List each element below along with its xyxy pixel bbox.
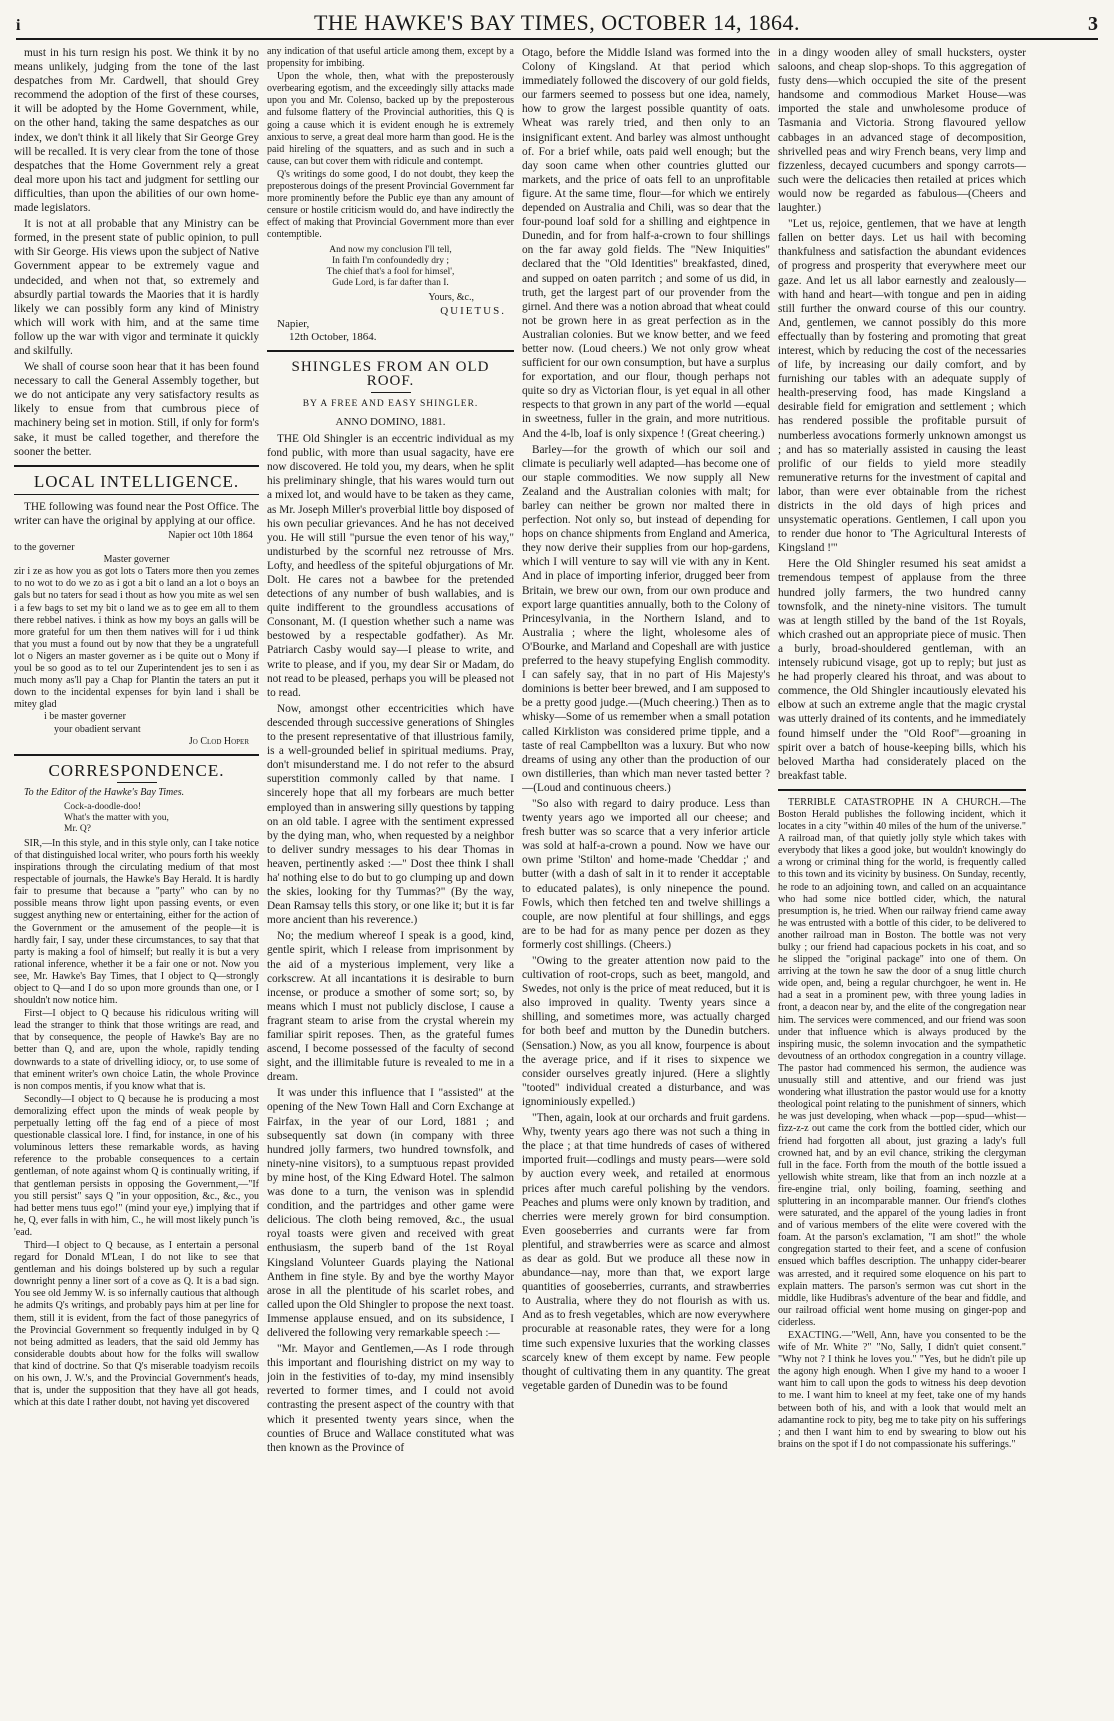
letter-closing: your obadient servant	[54, 723, 141, 735]
shingles-paragraph: "Mr. Mayor and Gentlemen,—As I rode through this important and flourishing district on my way to join in the festivities of to-day, my mind insensibly reverted to former times, and I could not avoid contrasting the present aspect of the country with that which it presented twenty years since, when the counties of Bruce and Wallace constituted what was then known as the Province of	[267, 1343, 514, 1454]
page-number: 3	[1088, 13, 1098, 35]
section-rule	[778, 789, 1026, 791]
correspondence-heading: CORRESPONDENCE.	[48, 760, 225, 780]
shingles-heading: SHINGLES FROM AN OLD ROOF.	[291, 358, 490, 389]
section-rule	[117, 782, 157, 783]
editorial-paragraph: must in his turn resign his post. We think it by no means unlikely, judging from the tone of the last despatches from Mr. Cardwell, that should Grey recommend the adoption of the first of these courses, it will be adopted by the Home Government, while, on the other hand, taking the same despatches as our index, we don't think it all likely that Sir George Grey will be recalled. It is very clear from the tone of those despatches that the Home Government rely a great deal more upon his tact and judgment for settling our difficulties, than upon the abilities of our own home-made legislators.	[14, 47, 259, 215]
columns	[14, 46, 1100, 1711]
letter-signature: QUIETUS.	[440, 304, 506, 317]
shingles-paragraph: Now, amongst other eccentricities which have descended through successive generations of Shingles to the present representative of that illustrious family, is a well-grounded belief in spiritual mediums. Pray, don't misunderstand me. I do not refer to the absurd superstition commonly called by that name. I sincerely hope that all my forbears are much better employed than in answering silly questions by tapping on an old table. I agree with the sentiment expressed by the dying man, who, when requested by a neighbor to deliver sundry messages to his dear Thomas in heaven, pertinently asked :—" Dost thee think I shall ha' nothing else to do but to go clumping up and down the skies, looking for thy Tummas?" (By the way, Dean Ramsay tells this story, or one like it; but it is far more ancient than his reverence.)	[267, 702, 514, 927]
letter-signature: Jo Clod Hoper	[188, 735, 249, 747]
correspondence-paragraph: Q's writings do some good, I do not doubt, they keep the preposterous doings of the present Provincial Government far more prominently before the Public eye than any amount of censure or hostile criticism would do, and have indirectly the effect of making that Provincial Government more than ever contemptible.	[267, 168, 514, 241]
correspondence-paragraph: SIR,—In this style, and in this style only, can I take notice of that distinguished local writer, who pours forth his weekly inspirations through the circulating medium of that most respectable of journals, the Hawke's Bay Herald. It is hardly fair to presume that because a "party" who can by no possible means throw light upon passing events, or even suggest anything new or entertaining, either for the action of the Government or the amusement of the people—it is hardly fair, I say, under these circumstances, to say that that party is making a fool of himself; but really it is but a very rational inference, whether it be a fair one or not. Now you see, Mr. Hawke's Bay Times, that I object to Q—strongly object to Q—and I do so upon more grounds than one, or I shouldn't now notice him.	[14, 837, 259, 1007]
shingles-paragraph: Barley—for the growth of which our soil and climate is peculiarly well adapted—has become one of our staple commodities. We now supply all New Zealand and the Australian colonies with malt; for barley can neither be grown nor malted there in perfection. Not only so, but instead of depending for hops on chance shipments from England and America, they now derive their supplies from our hop-gardens, which I will venture to say will vie with any in Kent. And in place of importing inferior, drugged beer from Britain, we brew our own, from our own produce and export large quantities annually, both to the Colony of Princesylvania, in the Northern Island, and to Australia ; where the light, wholesome ales of O'Bourke, and Marland and Copeshall are with justice preferred to the heavy stupefying English commodity. I can safely say, that in no part of His Majesty's dominions is better beer brewed, and I am supposed to be a pretty good judge.—(Much cheering.) Then as to whisky—Some of us remember when a small potation called Kirkliston was considered prime tipple, and a taste of real Campbellton was a luxury. But who now dreams of using any other than the production of our own distilleries, than which man never tasted better ?—(Loud and continuous cheers.)	[522, 443, 770, 794]
letter-closing: i be master governer	[44, 711, 126, 723]
letter-dateline: Napier oct 10th 1864	[168, 530, 253, 541]
column-1	[14, 46, 259, 1711]
correspondence-paragraph: any indication of that useful article among them, except by a propensity for imbibing.	[267, 46, 514, 70]
column-4	[778, 46, 1026, 1711]
section-rule	[267, 350, 514, 352]
closing-verse: And now my conclusion I'll tell, In faith I'm confoundedly dry ; The chief that's a fool for himsel', Gude Lord, is far dafter than I.	[326, 244, 455, 288]
letter-body: zir i ze as how you as got lots o Taters more then you zemes to no wot to do we zo as i got a bit o land an a lot o boys an gals but no taters for sead i thout as how you mite as wel sen i a few bags to set my bit o land we as to gee em all to them there rebbel natives. i think as how my boys an galls will be more grateful for um then them natives will for i ud think that you must a found out by now that they be a ungratefull lot o Nigers an master governer as i be quite out o Mony if youl be so good as to tel our Zuperintendent jes to sen i as much mony as'll pay a Chap for Plantin the taters an put it down to the incidental expenses for byin land i shall be mitey glad	[14, 566, 259, 711]
news-item-paragraph: TERRIBLE CATASTROPHE IN A CHURCH.—The Boston Herald publishes the following incident, which it locates in a city "within 40 miles of the hum of the universe." A railroad man, of that quietly jolly style which takes with everybody that likes a good joke, but wouldn't knowingly do a wrong or criminal thing for the world, is frequently called to this town and its vicinity by business. On Sunday, recently, he rode to an adjoining town, and called on an acquaintance who had some nice bottled cider, which, the natural presumption is, he tried. When our railway friend came away he was entrusted with a bottle of this cider, to be delivered to another railroad man in Boston. The bottle was not very bulky ; our friend had capacious pockets in his coat, and so he slipped the "original package" into one of them. On arriving at the town he saw the door of a snug little church wide open, and, being a regular churchgoer, he went in. He had a seat in a prominent pew, with three young ladies in front, a deacon near by, and the elite of the congregation near him. The services were commenced, and our friend was soon under that influence which is always produced by the inspiring music, the solemn invocation and the sympathetic devoutness of an orthodox congregation in a country village. The pastor had commenced his sermon, the audience was unusually still and attentive, and our friend was just wondering what illustration the pastor would use for a knotty theological point relating to the punishment of sinners, which he was just developing, when whack —pop—spud—whist—fizz-z-z out came the cork from the bottled cider, which our friend had forgotten all about, just grazing a lady's full crowned hat, and by an evil chance, striking the clergyman full in the face. Forth from the mouth of the bottle issued a yellowish white stream, like that from an inch nozzle at a fire-engine trial, only boiling, foaming, seething and spluttering in an incomparable manner. Our friend's clothes were saturated, and the apparel of the young ladies in front and of various members of the elite were covered with the foam. At the parson's exclamation, "I am shot!" the whole congregation started to their feet, and a scene of confusion ensued which baffles description. The unhappy cider-bearer was arrested, and it required some eloquence on his part to explain matters. The parson's sermon was cut short in the middle, like Hudibras's adventure of the bear and fiddle, and our railroad official went home musing on ginger-pop and ciderless.	[778, 796, 1026, 1328]
shingles-subtitle: ANNO DOMINO, 1881.	[335, 415, 446, 428]
masthead-mark: i	[16, 17, 21, 34]
correspondence-paragraph: Secondly—I object to Q because he is producing a most demoralizing effect upon the minds of weak people by perpetually letting off the fag end of a piece of most questionable classical lore. I find, for instance, in one of his voluminous letters these remarkable words, as having reference to the probable consequences to a certain gentleman, of note against whom Q is continually writing, if that gentleman persists in opposing the Government,—"If you still persist" says Q "in your opposition, &c., &c., you had better mens tuus ego!" (mind your eye,) implying that if he, Q, ever falls in with him, C., he will most likely punch 'is 'ead.	[14, 1093, 259, 1238]
column-2	[267, 46, 514, 1711]
shingles-paragraph: It was under this influence that I "assisted" at the opening of the New Town Hall and Corn Exchange at Fairfax, in the year of our Lord, 1881 ; and subsequently sat down (in company with three hundred jolly farmers, two hundred townsfolk, and ninety-nine visitors), to a sumptuous repast provided by mine host, of the King Edward Hotel. The salmon was done to a turn, the venison was in splendid condition, and the partridges and other game were delicious. The cloth being removed, &c., the usual royal toasts were given and received with great enthusiasm, the superb band of the 1st Royal Kingsland Volunteer Guards playing the National Anthem in fine style. By and bye the worthy Mayor arose in all the plentitude of his scarlet robes, and called upon the Old Shingler to propose the next toast. Immense applause ensued, and on its subsidence, I delivered the following very remarkable speech :—	[267, 1087, 514, 1339]
shingles-paragraph: in a dingy wooden alley of small hucksters, oyster saloons, and cheap slop-shops. To this aggregation of fusty dens—which occupied the site of the present handsome and commodious Market House—was imported the stale and unwholesome produce of Tasmania and Victoria. Strong flavoured yellow cabbages in an advanced stage of decomposition, shrivelled peas and wiry French beans, very limp and fizzenless, decayed cucumbers and spongy carrots—such were the delicacies then retailed at prices which would now be regarded as fabulous—(Cheers and laughter.)	[778, 47, 1026, 215]
section-rule	[14, 494, 259, 495]
section-rule	[14, 754, 259, 756]
shingles-paragraph: No; the medium whereof I speak is a good, kind, gentle spirit, which I release from imprisonment by the aid of a mysterious implement, very like a corkscrew. At all incantations it is desirable to burn incense, or produce a smother of some sort; so, by means which I must not publicly disclose, I cause a fragrant steam to arise from the crystal wherein my familiar spirit reposes. Then, as the grateful fumes ascend, I become possessed of the faculty of second sight, and the illimitable future is revealed to me in a dream.	[267, 930, 514, 1084]
correspondence-address: To the Editor of the Hawke's Bay Times.	[24, 786, 185, 798]
masthead	[16, 10, 1098, 40]
correspondence-paragraph: Upon the whole, then, what with the preposterously overbearing egotism, and the exceedingly silly attacks made upon you and Mr. Colenso, backed up by the preposterous and fulsome flattery of the Provincial authorities, this Q is going a cause which it is evident enough he is extremely anxious to serve, a great deal more harm than good. He is the paid hireling of the squatters, and as such and in such a cause, can but cover them with ridicule and contempt.	[267, 71, 514, 167]
correspondence-paragraph: First—I object to Q because his ridiculous writing will lead the stranger to think that those writings are read, and that by consequence, the people of Hawke's Bay are no better than Q, and are, upon the whole, rapidly tending downwards to a state of drivelling idiocy, or, to use some of that eminent writer's own choice Latin, the whole Province is non compos mentis, if you know what that is.	[14, 1008, 259, 1092]
local-intelligence-heading: LOCAL INTELLIGENCE.	[33, 471, 240, 491]
news-item-paragraph: EXACTING.—"Well, Ann, have you consented to be the wife of Mr. White ?" "No, Sally, I didn't quiet consent." "Why not ? I think he loves you." "Yes, but he didn't pile up the agony high enough. When I give my hand to a wooer I want him to call upon the gods to witness his deep devotion to me. I want him to kneel at my feet, take one of my hands between both of his, and with a look that would melt an adamantine rock to pity, beg me to take pity on his sufferings ; and then I want him to end by swearing to blow out his brains on the spot if I do not compassionate his sufferings."	[778, 1330, 1026, 1450]
editorial-paragraph: We shall of course soon hear that it has been found necessary to call the General Assembly together, but we do not anticipate any very satisfactory results as likely to ensue from that cumbrous piece of machinery being set in motion. Still, if only for form's sake, it must be called together, and therefore the sooner the better.	[14, 361, 259, 458]
letter-salutation: Master governer	[103, 554, 170, 566]
masthead-title: THE HAWKE'S BAY TIMES, OCTOBER 14, 1864.	[313, 10, 801, 35]
shingles-paragraph: Here the Old Shingler resumed his seat amidst a tremendous tempest of applause from the three hundred jolly farmers, the two hundred canny townsfolk, and the ninety-nine visitors. The tumult was at length stilled by the band of the 1st Royals, which crashed out an appropriate piece of music. Then a burly, broad-shouldered gentleman, with an intensely rubicund visage, got up to reply; but just as he had properly cleared his throat, and was about to commence, the Old Shingler incautiously elevated his elbow at such an extreme angle that the magic crystal was utterly drained of its contents, and he immediately found himself under the "Old Roof"—groaning in spirit over a batch of house-keeping bills, which his beloved Martha had considerately placed on the breakfast table.	[778, 558, 1026, 782]
section-rule	[14, 465, 259, 467]
editorial-paragraph: It is not at all probable that any Ministry can be formed, in the present state of public opinion, to pull with Sir George. His views upon the subject of Native Government appear to be extremely vague and undecided, and when not that, so extremely and absurdly partial towards the Maories that it is hardly likely we can possibly form any kind of Ministry which will work with him, and at the same time follow up the war with vigor and terminate it quickly and skilfully.	[14, 218, 259, 357]
shingles-paragraph: "Then, again, look at our orchards and fruit gardens. Why, twenty years ago there was not such a thing in the place ; at that time hundreds of cases of withered imported fruit—codlings and musty pears—were sold by auction every week, and retailed at enormous prices after much careful polishing by the vendors. Peaches and plums were only known by tradition, and cherries were merely grown for bird consumption. Even gooseberries and currants were far from plentiful, and strawberries were as scarce and almost as dear as gold. But we produce all these now in abundance—nay, more than that, we export large quantities of gooseberries, currants, and strawberries to Australia, where they do not flourish as with us. And as to fresh vegetables, which are now everywhere procurable at reasonable rates, they were for a long time such expensive luxuries that the working classes scarcely knew of them except by name. Few people thought of cultivating them in any quantity. The great vegetable garden of Dunedin was to be found	[522, 1112, 770, 1392]
shingles-paragraph: "So also with regard to dairy produce. Less than twenty years ago we imported all our cheese; and fresh butter was so scarce that a very inferior article was sold at half-a-crown a pound. Now we have our own prime 'Stilton' and home-made 'Cheddar ;' and butter (with a dash of salt in it to render it acceptable to educated palates), is only ninepence the pound. Fowls, which then fetched ten and twelve shillings a couple, are now plentiful at four shillings, and eggs are to be had for as many pence per dozen as they formerly cost shillings. (Cheers.)	[522, 797, 770, 951]
letter-yours: Yours, &c.,	[428, 291, 474, 303]
shingles-paragraph: "Let us, rejoice, gentlemen, that we have at length fallen on better days. Let us hail with becoming thankfulness and satisfaction the abundant evidences of progress and prosperity that everywhere meet our gaze. And let us all labor earnestly and zealously—with hand and heart—with tongue and pen in aiding still further the onward course of this our country. And, gentlemen, we cannot possibly do this more effectually than by fostering and promoting that great interest, which by reducing the cost of the necessaries of life, by increasing our daily comfort, and by furnishing our tables with an adequate supply of health-preserving food, has made Kingsland a desirable field for emigration and settlement ; which has rendered possible the profitable pursuit of numberless avocations formerly unknown amongst us ; and has so materially assisted in causing the least prolific of our fields to yield more steadily remunerative returns for the investment of capital and labor, than were ever obtainable from the richest districts in the old days of high prices and unsystematic operations. Gentlemen, I call upon you to render due honor to 'The Agricultural Interests of Kingsland !'"	[778, 218, 1026, 555]
letter-addressee: to the governer	[14, 542, 75, 554]
letter-date: 12th October, 1864.	[289, 330, 377, 343]
correspondence-verse: Cock-a-doodle-doo! What's the matter with you, Mr. Q?	[64, 801, 169, 834]
local-intro: THE following was found near the Post Office. The writer can have the original by applying at our office.	[14, 500, 259, 527]
correspondence-paragraph: Third—I object to Q because, as I entertain a personal regard for Donald M'Lean, I do not like to see that gentleman and his doings bolstered up by such a regular downright penny a liner sort of a cove as Q. It is a bad sign. You see old Jemmy W. is so infernally cautious that although he admits Q's writings, and probably pays him at per line for them, still it is evident, from the fact of those panegyrics of the Provincial Government so frequently indulged in by Q not being admitted as leaders, that the said old Jemmy has considerable doubts about how for the folks will swallow that kind of doctrine. So that Q's miserable toadyism recoils on his own, J. W.'s, and the Provincial Government's heads, that is, under the supposition that they have all got heads, which at this date I rather doubt, not having yet discovered	[14, 1239, 259, 1409]
shingles-byline: BY A FREE AND EASY SHINGLER.	[302, 398, 479, 409]
shingles-paragraph: THE Old Shingler is an eccentric individual as my fond public, with more than usual sagacity, have ere now discovered. He told you, my dears, when he split his preliminary shingle, that his wares would turn out a mixed lot, and would have to be taken as they came, as Mr. Joseph Miller's proverbial little boy disposed of his own peculiar grievances. And he has not deceived you. He will still "pursue the even tenor of his way," undisturbed by the scornful nez retrousse of Mrs. Lofty, and heedless of the spiteful objurgations of Mr. Dolt. He cares not a bawbee for the pretended detections of any number of bush wallabies, and is quite indifferent to the groundless accusations of Consonant, M. (I question whether such a name was bestowed by a respectable godfather). As Mr. Patriarch Casby would say—I please to write, and write to please, and if you, my dear Sir or Madam, do not read to be pleased, perhaps you will be pleased not to read.	[267, 433, 514, 699]
shingles-paragraph: "Owing to the greater attention now paid to the cultivation of root-crops, such as beet, mangold, and Swedes, not only is the price of meat reduced, but it is also improved in quality. Twenty years since a shilling, and sometimes more, was actually charged for both beef and mutton by the Dunedin butchers. (Sensation.) Now, as you all know, fourpence is about the average price, and if it rises to sixpence we consider ourselves greatly injured. (Here a slightly "tooted" individual created a disturbance, and was ignominiously expelled.)	[522, 955, 770, 1108]
column-3	[522, 46, 770, 1711]
letter-place: Napier,	[277, 317, 310, 330]
section-rule	[371, 392, 411, 393]
shingles-paragraph: Otago, before the Middle Island was formed into the Colony of Kingsland. At that period which immediately followed the discovery of our gold fields, our farmers seemed to possess but one idea, namely, how to grow the largest possible quantity of oats. Wheat was rarely tried, and then only to an insignificant extent. And barley was almost unthought of. For a brief while, oats paid well enough; but the day soon came when other countries glutted our markets, and the price of oats fell to an unprofitable figure. At the same time, flour—for which we entirely depended on Australia and Chili, was so dear that the four-pound loaf sold for a shilling and eightpence in Dunedin, and for from half-a-crown to four shillings on the far away gold fields. The "New Iniquities" declared that the "Old Identities" breakfasted, dined, and supped on oaten parritch ; and some of us did, in truth, get the largest part of our provender from the girnel. And there was a notion abroad that wheat could not be grown here in as great perfection as in the Australian colonies. But we know better, and we feed better now. (Loud cheers.) We not only grow wheat sufficient for our own consumption, but have a surplus for exportation, and our flour, though perhaps not quite so dry as Victorian flour, is yet equal in all other respects to that grown in any part of the world —equal in sweetness, fuller in the grain, and more nutritious. And the 4-lb, loaf is only sixpence ! (Great cheering.)	[522, 47, 770, 440]
